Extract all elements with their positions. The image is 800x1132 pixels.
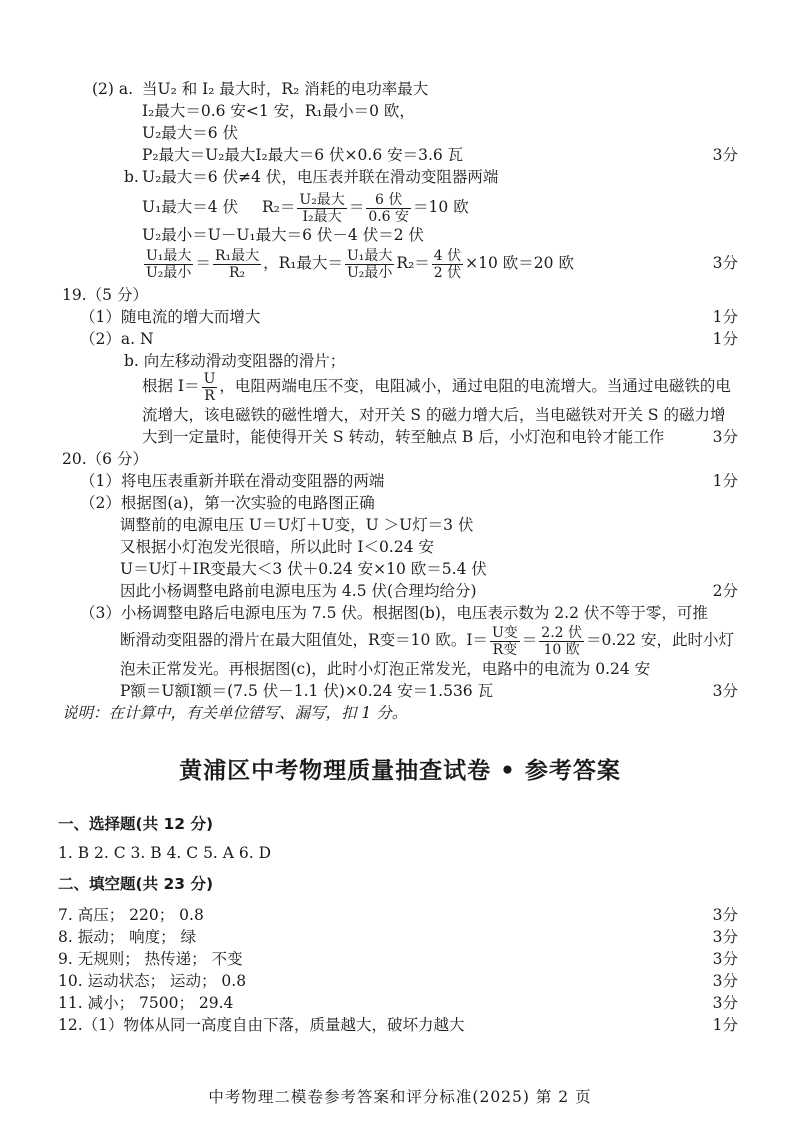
formula-text: ×10 欧＝20 欧 <box>465 254 574 272</box>
section-heading: 一、选择题(共 12 分) <box>58 815 214 833</box>
q18-2a-line1: 当U₂ 和 I₂ 最大时，R₂ 消耗的电功率最大 <box>142 80 429 98</box>
list-item <box>0 970 800 992</box>
page-footer: 中考物理二模卷参考答案和评分标准(2025) 第 2 页 <box>208 1088 592 1106</box>
fraction <box>366 193 411 224</box>
line <box>0 404 800 426</box>
fraction <box>297 193 346 224</box>
q19-s2a: （2）a. N <box>80 330 154 348</box>
line <box>0 558 800 580</box>
line <box>0 122 800 144</box>
numerator: U₂最大 <box>299 191 345 208</box>
q20-s3-l4: P额＝U额I额＝(7.5 伏－1.1 伏)×0.24 安＝1.536 瓦 <box>120 682 494 700</box>
score: 3分 <box>712 146 738 164</box>
formula-text: ，R₁最大＝ <box>263 254 343 272</box>
line <box>0 580 800 602</box>
q18-2a-line4: P₂最大＝U₂最大I₂最大＝6 伏×0.6 安＝3.6 瓦 <box>142 146 464 164</box>
formula-text: R₂＝ <box>262 198 296 216</box>
numerator: R₁最大 <box>214 247 260 264</box>
line <box>0 842 800 864</box>
denominator: I₂最大 <box>302 208 342 225</box>
q19-s2b-l3: 大到一定量时，能使得开关 S 转动，转至触点 B 后，小灯泡和电铃才能工作 <box>142 428 665 446</box>
line <box>0 536 800 558</box>
line <box>0 448 800 470</box>
note: 说明：在计算中，有关单位错写、漏写，扣 1 分。 <box>62 704 408 722</box>
q20-header: 20.（6 分） <box>62 450 148 468</box>
line <box>0 190 800 224</box>
formula <box>142 368 731 404</box>
line <box>0 602 800 624</box>
q18-2b-label: b. <box>124 168 139 186</box>
line <box>0 514 800 536</box>
score: 1分 <box>712 1016 738 1034</box>
line <box>0 78 800 100</box>
list-item <box>0 992 800 1014</box>
line <box>0 622 800 658</box>
formula-text: 根据 I＝ <box>142 377 200 395</box>
line <box>0 224 800 246</box>
fraction <box>202 372 218 403</box>
numerator: 2.2 伏 <box>541 624 582 641</box>
line <box>0 166 800 188</box>
formula-text: ＝0.22 安，此时小灯 <box>586 631 734 649</box>
formula-text: ＝ <box>348 198 365 216</box>
q20-s3-l1: （3）小杨调整电路后电源电压为 7.5 伏。根据图(b)，电压表示数为 2.2 伏不等于零，可推 <box>80 604 708 622</box>
denominator: U₂最小 <box>146 264 192 281</box>
line <box>0 100 800 122</box>
q18-2b-line2a: U₁最大＝4 伏 <box>142 198 239 216</box>
formula-text: R₂＝ <box>396 254 430 272</box>
fraction <box>144 249 193 280</box>
q19-s2b: b. 向左移动滑动变阻器的滑片； <box>124 352 346 370</box>
fill-answer: 8. 振动； 响度； 绿 <box>58 928 197 946</box>
denominator: U₂最小 <box>346 264 393 281</box>
q20-s1: （1）将电压表重新并联在滑动变阻器的两端 <box>80 472 385 490</box>
q20-s2-l4: 因此小杨调整电路前电源电压为 4.5 伏(合理均给分) <box>120 582 477 600</box>
score: 3分 <box>712 428 738 446</box>
fill-answer: 12.（1）物体从同一高度自由下落，质量越大，破坏力越大 <box>58 1016 465 1034</box>
numerator: U₁最大 <box>346 247 393 264</box>
denominator: R₂ <box>228 264 246 281</box>
score: 1分 <box>712 472 738 490</box>
denominator: R变 <box>492 641 518 658</box>
q20-s2-l3: U＝U灯＋IR变最大＜3 伏＋0.24 安×10 欧＝5.4 伏 <box>120 560 487 578</box>
line <box>0 658 800 680</box>
q20-s2-l1: 调整前的电源电压 U＝U灯＋U变，U ＞U灯＝3 伏 <box>120 516 474 534</box>
formula-text: ＝10 欧 <box>413 198 469 216</box>
fraction <box>345 249 394 280</box>
q18-2a-line3: U₂最大＝6 伏 <box>142 124 239 142</box>
q20-s2-l2: 又根据小灯泡发光很暗，所以此时 I＜0.24 安 <box>120 538 434 556</box>
denominator: 2 伏 <box>433 264 462 281</box>
line <box>0 426 800 448</box>
list-item <box>0 948 800 970</box>
score: 3分 <box>712 994 738 1012</box>
line <box>0 144 800 166</box>
formula <box>262 190 469 224</box>
score: 3分 <box>712 906 738 924</box>
numerator: U <box>203 370 216 387</box>
q19-s2b-l2: 流增大，该电磁铁的磁性增大，对开关 S 的磁力增大后，当电磁铁对开关 S 的磁力增 <box>142 406 726 424</box>
line <box>0 470 800 492</box>
score: 1分 <box>712 308 738 326</box>
list-item <box>0 926 800 948</box>
score: 3分 <box>712 972 738 990</box>
denominator: R <box>204 387 215 404</box>
q19-header: 19.（5 分） <box>62 286 148 304</box>
formula <box>120 622 734 658</box>
fill-answer: 11. 减小； 7500； 29.4 <box>58 994 234 1012</box>
numerator: 4 伏 <box>433 247 462 264</box>
denominator: 10 欧 <box>543 641 580 658</box>
list-item <box>0 1014 800 1036</box>
score: 3分 <box>712 254 738 272</box>
fraction <box>539 626 584 657</box>
line <box>0 306 800 328</box>
score: 3分 <box>712 928 738 946</box>
score: 3分 <box>712 950 738 968</box>
fraction <box>213 249 261 280</box>
formula-text: ＝ <box>521 631 538 649</box>
formula-text: ＝ <box>195 254 211 272</box>
formula-text: 断滑动变阻器的滑片在最大阻值处，R变＝10 欧。I＝ <box>120 631 488 649</box>
line <box>0 492 800 514</box>
fill-answer: 10. 运动状态； 运动； 0.8 <box>58 972 247 990</box>
fill-answer: 7. 高压； 220； 0.8 <box>58 906 204 924</box>
q19-s1: （1）随电流的增大而增大 <box>80 308 261 326</box>
q20-s2: （2）根据图(a)，第一次实验的电路图正确 <box>80 494 375 512</box>
q18-2a-line2: I₂最大＝0.6 安<1 安，R₁最小＝0 欧， <box>142 102 415 120</box>
fraction <box>490 626 520 657</box>
line <box>0 284 800 306</box>
q20-s3-l3: 泡未正常发光。再根据图(c)，此时小灯泡正常发光，电路中的电流为 0.24 安 <box>120 660 651 678</box>
q18-2b-line3: U₂最小＝U－U₁最大＝6 伏－4 伏＝2 伏 <box>142 226 424 244</box>
numerator: U变 <box>491 624 518 641</box>
q18-2a-label: (2) a. <box>92 80 134 98</box>
line <box>0 246 800 280</box>
fill-answer: 9. 无规则； 热传递； 不变 <box>58 950 243 968</box>
page-title: 黄浦区中考物理质量抽查试卷 • 参考答案 <box>179 758 621 784</box>
denominator: 0.6 安 <box>368 208 410 225</box>
q18-2b-line1: U₂最大＝6 伏≠4 伏，电压表并联在滑动变阻器两端 <box>142 168 499 186</box>
score: 2分 <box>712 582 738 600</box>
line <box>0 702 800 724</box>
fraction <box>432 249 463 280</box>
choice-answers: 1. B 2. C 3. B 4. C 5. A 6. D <box>58 844 272 862</box>
line <box>0 680 800 702</box>
numerator: 6 伏 <box>366 193 411 209</box>
list-item <box>0 904 800 926</box>
numerator: U₁最大 <box>146 247 192 264</box>
formula <box>142 246 574 280</box>
score: 3分 <box>712 682 738 700</box>
section-heading: 二、填空题(共 23 分) <box>58 875 214 893</box>
score: 1分 <box>712 330 738 348</box>
formula-text: ，电阻两端电压不变，电阻减小，通过电阻的电流增大。当通过电磁铁的电 <box>219 377 731 395</box>
line <box>0 368 800 404</box>
line <box>0 328 800 350</box>
